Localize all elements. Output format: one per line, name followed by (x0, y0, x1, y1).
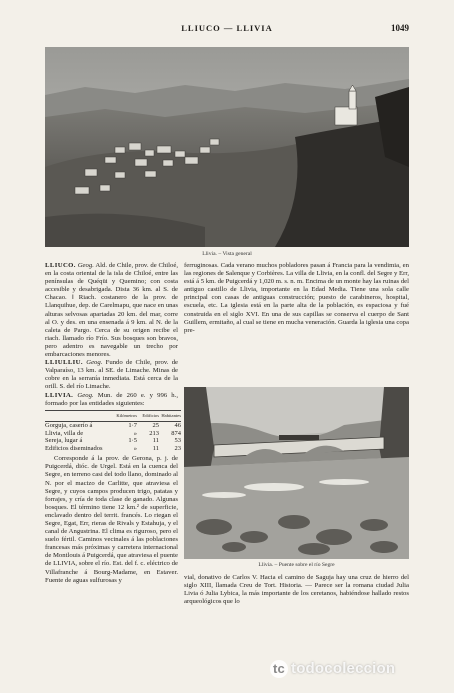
table-header: Edificios (137, 410, 159, 421)
entry-lliuco (45, 262, 178, 359)
entry-lliulliu-text: Fundo de Chile, prov. de Valparaíso, 13 km. al SE. de Limache. Minas de cobre en la serranía inmediata. Está cerca de la orill. S. del río Limache. (45, 359, 179, 391)
entry-lliuco-head: LLIUCO. (45, 262, 76, 269)
paragraph-right-bottom: vial, donativo de Carlos V. Hacia el camino de Saguja hay una cruz de hierro del siglo XIII, llamada Creu de Tort. Historia. — Parece ser la romana ciudad Julia Livia ó Julia Lybica, la más importante de los ceretanos, habiéndose hallado restos arqueológicos que lo (184, 574, 409, 606)
bridge-image (184, 387, 409, 559)
general-view-image (45, 47, 409, 247)
entry-lliulliu (45, 359, 178, 391)
page-number: 1049 (391, 23, 409, 33)
table-row (45, 430, 181, 438)
table-cell: 1·5 (128, 437, 137, 445)
table-cell: 1·7 (128, 421, 137, 429)
watermark-logo (270, 660, 395, 678)
entry-lliulliu-head: LLIULLIU. (45, 359, 83, 367)
photo-general-view (45, 47, 409, 247)
population-table (45, 410, 181, 454)
table-row (45, 445, 181, 453)
table-cell-name: Gorguja, caserío á (45, 421, 93, 429)
caption-general-view: Llivia. – Vista general (202, 251, 252, 257)
table-row (45, 437, 181, 445)
watermark-text: todocoleccion (291, 660, 396, 677)
table-cell: 46 (174, 421, 181, 429)
table-header-row (45, 410, 181, 421)
entry-lliulliu-abbr: Geog. (86, 359, 103, 367)
page-header (45, 23, 409, 37)
table-row (45, 421, 181, 429)
table-cell-name: Edificios diseminados (45, 445, 103, 453)
table-cell: 53 (174, 437, 181, 445)
table-cell: 11 (152, 437, 159, 445)
watermark-badge-icon: tc (270, 660, 288, 678)
table-cell: 874 (171, 429, 181, 437)
left-column (45, 262, 181, 585)
photo-bridge (184, 387, 409, 559)
right-column-top (184, 262, 409, 335)
running-head: LLIUCO — LLIVIA (181, 23, 273, 33)
table-cell: 23 (174, 445, 181, 453)
table-cell-name: Sereja, lugar á (45, 437, 83, 445)
entry-llivia-head: LLIVIA. (45, 391, 74, 399)
table-header: Habitantes (159, 410, 181, 421)
entry-llivia-abbr: Geog. (77, 391, 94, 399)
right-column-bottom (184, 574, 409, 606)
table-cell: 11 (152, 445, 159, 453)
table-cell: » (133, 445, 137, 453)
entry-lliuco-abbr: Geog. (77, 262, 94, 269)
paragraph-left: Corresponde á la prov. de Gerona, p. j. de Puigcerdá, dióc. de Urgel. Está en la cuenca del Segre, en terreno casi del todo llano, dominado al N. por el macizo de Carlitte, que atraviesa el Segre, y cuyos campos producen trigo, patatas y forrajes, y cría de toda clase de ganado. Algunas bosques. El término tiene 12 km.² de superficie, enclavado dentro del territ. francés. Lo riegan el Segre, Egat, Err, rieras de Rivals y Estahuja, y el canal de Angustrina. El clima es riguroso, pero el suelo fértil. Caminos vecinales á las poblaciones francesas más próximas y carretera internacional de Montlouis á Puigcerdá, que atraviesa el puente de LLIVIA, sobre el río. Est. del f. c. eléctrico de Villafranche á Bourg-Madame, en Estaver. Fuente de aguas sulfurosas y (45, 455, 178, 584)
paragraph-right-top: ferruginosas. Cada verano muchos pobladores pasan á Francia para la vendimia, en las regiones de Salenque y Corbières. La villa de Llivia, en la confl. del Segre y Err, está á 5 km. de Puigcerdá y 1,020 m. s. n. m. Encima de un monte hay las ruinas del antiguo castillo de Llivia, importante en la Edad Media. Tiene una sola calle principal con casas de antiguas construcción; puesto de carabineros, hospital, escuela, etc. La iglesia está en la parte alta de la población, es espaciosa y fué construida en el siglo XVI. En una de sus capillas se conserva el cuerpo de Sant Guillem, ermitaño, al cual se tiene en mucha veneración. Guarda la iglesia una copa pre- (184, 262, 409, 334)
table-header: Kilómetros (115, 410, 137, 421)
entry-llivia-text: Mun. de 260 e. y 996 h., formado por las entidades siguientes: (45, 391, 178, 407)
entry-lliuco-text: Ald. de Chile, prov. de Chiloé, en la costa oriental de la isla de Chiloé, entre las penínsulas de Quéqüi y Quemino; con costa accesible y desabrigada. Dista 36 km. al S. de Chacao. ‖ Riach. costanero de la prov. de Llanquihue, dep. de Carelmapu, que nace en unas alturas selvosas apartadas 20 km. del mar, corre al O. y des. en una ensenada á 9 km. al N. de la caleta de Pargo. Cerca de su origen recibe el riach. llamado río Frío. Sus bosques son bravos, pero adentro es navegable un trecho por embarcaciones menores. (45, 262, 179, 359)
table-cell: 213 (149, 429, 159, 437)
table-cell-name: Llivia, villa de (45, 429, 84, 437)
table-cell: » (133, 429, 137, 437)
caption-bridge: Llivia. – Puente sobre el río Segre (258, 562, 335, 568)
table-cell: 25 (152, 421, 159, 429)
entry-llivia (45, 392, 178, 408)
